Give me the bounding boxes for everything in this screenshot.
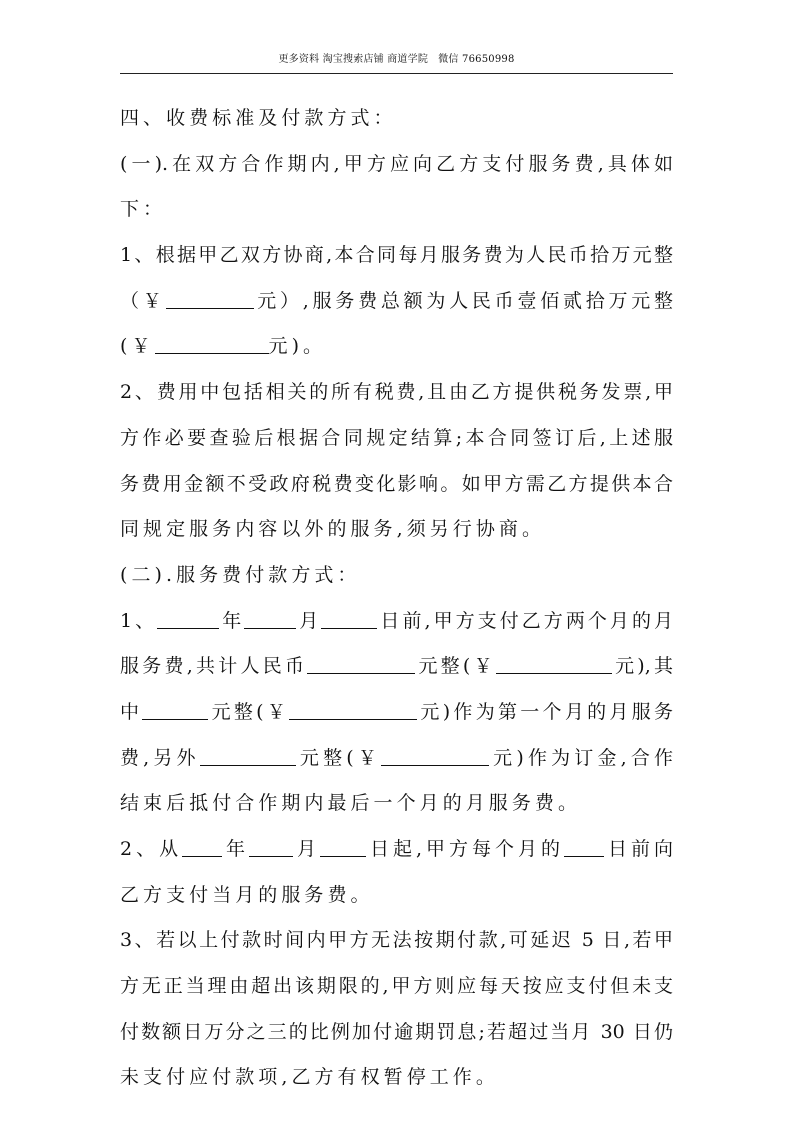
pay3-line4: 未支付应付款项,乙方有权暂停工作。 [120,1066,499,1089]
item1-line2-a: （￥ [120,289,166,312]
pay1-line5: 结束后抵付合作期内最后一个月的月服务费。 [120,792,582,815]
pay1-l1-d: 日前,甲方支付乙方两个月的月 [377,609,673,632]
monthly-day-blank[interactable] [564,831,604,857]
pay1-line4 [120,740,673,776]
total-amount-blank[interactable] [155,328,269,354]
item1-line3-a: (￥ [120,335,155,358]
pay1-l2-b: 元整(￥ [415,655,496,678]
pay1-l1-b: 年 [219,609,245,632]
pay2-l1-a: 2、从 [120,838,183,860]
start-day-blank[interactable] [320,831,366,857]
item2-line2: 方作必要查验后根据合同规定结算;本合同签订后,上述服 [120,426,673,449]
deposit-blank[interactable] [200,740,296,766]
pay3-line2: 方无正当理由超出该期限的,甲方则应每天按应支付但未支 [120,975,673,998]
sub2-title: (二).服务费付款方式： [120,563,361,586]
pay1-l3-b: 元整(￥ [208,700,290,723]
section-title: 四、收费标准及付款方式： [120,107,397,129]
sub1-title: (一).在双方合作期内,甲方应向乙方支付服务费,具体如 [120,152,673,175]
pay1-l3-a: 中 [120,700,143,723]
page-header [120,49,673,74]
pay2-l1-b: 年 [222,838,250,860]
item1-line2 [120,283,673,319]
start-year-blank[interactable] [182,831,222,857]
item2-line4: 同规定服务内容以外的服务,须另行协商。 [120,518,545,541]
item1-line3-b: 元)。 [268,335,327,358]
pay3-line3: 付数额日万分之三的比例加付逾期罚息;若超过当月 30 日仍 [120,1020,673,1043]
item1-line2-b: 元）,服务费总额为人民币壹佰贰拾万元整 [253,289,673,312]
deposit-yuan-blank[interactable] [381,740,489,766]
pay1-l2-c: 元),其 [611,655,673,678]
pay1-l4-a: 费,另外 [120,746,200,769]
first-month-yuan-blank[interactable] [289,694,417,720]
first-month-blank[interactable] [142,694,208,720]
item1-line1: 1、根据甲乙双方协商,本合同每月服务费为人民币拾万元整 [120,244,673,267]
rmb-amount-blank[interactable] [307,648,415,674]
pay1-l2-a: 服务费,共计人民币 [120,655,308,678]
year-blank[interactable] [157,603,219,629]
pay3-line1: 3、若以上付款时间内甲方无法按期付款,可延迟 5 日,若甲 [120,929,673,952]
pay1-l4-b: 元整(￥ [295,746,382,769]
amount-blank[interactable] [166,283,254,309]
start-month-blank[interactable] [249,831,293,857]
pay1-l4-c: 元)作为订金,合作 [489,746,673,769]
pay2-l1-d: 日起,甲方每个月的 [366,838,564,860]
pay2-line1 [120,831,673,867]
item2-line3: 务费用金额不受政府税费变化影响。如甲方需乙方提供本合 [120,472,673,495]
pay1-line3 [120,694,673,730]
document-body [120,100,673,1105]
pay2-l1-c: 月 [293,838,321,860]
pay1-l1-c: 月 [296,609,322,632]
pay1-l3-c: 元)作为第一个月的月服务 [417,700,673,723]
item2-line1: 2、费用中包括相关的所有税费,且由乙方提供税务发票,甲 [120,381,673,404]
pay1-l1-a: 1、 [120,609,158,632]
item1-line3 [120,328,673,364]
yuan-amount-blank[interactable] [496,648,612,674]
header-text: 更多资料 淘宝搜索店铺 商道学院 微信 76650998 [278,54,515,65]
pay1-line1 [120,603,673,639]
pay2-line2: 乙方支付当月的服务费。 [120,883,374,906]
day-blank[interactable] [321,603,377,629]
sub1-title-cont: 下： [120,198,167,221]
pay1-line2 [120,648,673,684]
pay2-l1-e: 日前向 [603,838,673,860]
month-blank[interactable] [244,603,296,629]
